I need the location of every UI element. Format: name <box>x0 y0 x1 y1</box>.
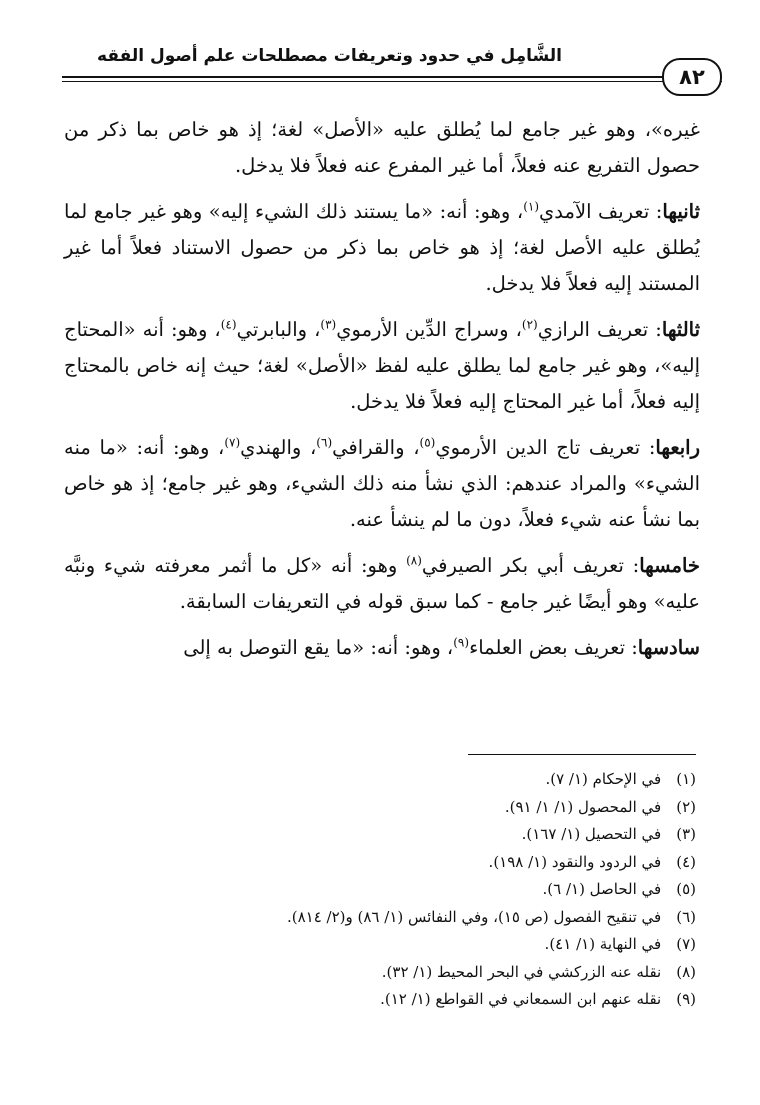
footnote-text: في الإحكام (١/ ٧). <box>545 770 662 788</box>
paragraph-sixth <box>64 630 700 666</box>
paragraph-text: : تعريف بعض العلماء <box>469 636 638 659</box>
footnote-ref: (٥) <box>419 435 436 450</box>
footnote-text: في النهاية (١/ ٤١). <box>544 935 662 953</box>
footnote-text: نقله عنه الزركشي في البحر المحيط (١/ ٣٢). <box>381 962 662 981</box>
paragraph-continuation: غيره»، وهو غير جامع لما يُطلق عليه «الأصل» لغة؛ إذ هو خاص بما ذكر من حصول التفريع عنه فعلاً، أما غير المفرع عنه فعلاً فلا يدخل. <box>64 118 700 177</box>
footnote-number: (٥) <box>676 880 696 898</box>
footnote-text: في تنقيح الفصول (ص ١٥)، وفي النفائس (١/ ٨٦) و(٢/ ٨١٤). <box>286 907 662 926</box>
page-number: ٨٢ <box>662 58 722 96</box>
paragraph-third <box>64 312 700 420</box>
footnote-text: في التحصيل (١/ ١٦٧). <box>521 825 662 843</box>
footnote-item <box>56 876 696 904</box>
paragraph-text: ، وهو: أنه «المحتاج إليه»، وهو غير جامع لما يطلق عليه لفظ «الأصل» لغة؛ حيث إنه خاص بالمحتاج إليه فعلاً، أما غير المحتاج إليه فعلاً فلا يدخل. <box>64 318 700 413</box>
footnote-number: (٤) <box>676 852 696 871</box>
header-rule <box>62 76 722 78</box>
footnote-item <box>56 794 696 822</box>
footnote-text: في الردود والنقود (١/ ١٩٨). <box>488 852 662 871</box>
footnote-number: (٦) <box>676 907 696 926</box>
paragraph-lead: خامسها <box>639 554 700 577</box>
paragraph-text: : تعريف أبي بكر الصيرفي <box>421 554 640 577</box>
header-rule-thin <box>62 81 722 82</box>
footnote-ref: (٢) <box>521 317 538 332</box>
main-text <box>64 112 700 676</box>
paragraph-lead: رابعها <box>655 436 700 459</box>
footnote-item <box>56 931 696 959</box>
paragraph-text: : تعريف الرازي <box>537 318 662 341</box>
footnote-item <box>56 986 696 1014</box>
footnote-number: (٧) <box>676 935 696 953</box>
footnote-ref: (١) <box>523 199 540 214</box>
paragraph-text: ، والقرافي <box>332 436 420 459</box>
paragraph-second <box>64 194 700 302</box>
running-title: الشَّامِل في حدود وتعريفات مصطلحات علم أصول الفقه <box>97 46 562 66</box>
footnote-number: (٢) <box>676 797 696 816</box>
footnote-ref: (٧) <box>224 435 241 450</box>
paragraph-text: : تعريف تاج الدين الأرموي <box>435 436 656 459</box>
footnote-text: في المحصول (١/ ١/ ٩١). <box>504 797 662 816</box>
footnote-ref: (٣) <box>320 317 337 332</box>
paragraph-text: ، وهو: أنه: «ما يستند ذلك الشيء إليه» وهو غير جامع لما يُطلق عليه الأصل لغة؛ إذ هو خاص بما ذكر من حصول الاستناد فعلاً أما غير المستند إليه فعلاً فلا يدخل. <box>64 200 700 295</box>
paragraph-text: وهو: أنه «كل ما أثمر معرفته شيء ونبَّه عليه» وهو أيضًا غير جامع - كما سبق قوله في التعريفات السابقة. <box>64 554 700 613</box>
footnote-ref: (٨) <box>406 553 422 568</box>
footnote-item <box>56 959 696 987</box>
paragraph-lead: ثالثها <box>661 318 700 341</box>
paragraph-lead: ثانيها <box>662 200 701 223</box>
paragraph-text: ، وهو: أنه: «ما منه الشيء» والمراد عندهم: الذي نشأ منه ذلك الشيء، وهو غير جامع؛ إذ هو خاص بما نشأ عنه شيء فعلاً، دون ما لم ينشأ عنه. <box>64 436 700 531</box>
footnote-ref: (٩) <box>453 635 470 650</box>
footnote-ref: (٤) <box>220 317 237 332</box>
footnote-separator <box>468 754 696 755</box>
paragraph-text: ، وهو: أنه: «ما يقع التوصل به إلى <box>183 636 454 659</box>
footnote-text: نقله عنهم ابن السمعاني في القواطع (١/ ١٢). <box>380 990 662 1008</box>
page-header <box>62 40 722 100</box>
paragraph-text: : تعريف الآمدي <box>539 200 663 223</box>
paragraph-text: ، والبابرتي <box>236 318 321 341</box>
paragraph-lead: سادسها <box>637 636 700 659</box>
footnote-number: (١) <box>676 770 696 788</box>
footnote-item <box>56 766 696 794</box>
footnote-item <box>56 904 696 932</box>
footnote-text: في الحاصل (١/ ٦). <box>542 880 662 898</box>
footnote-number: (٨) <box>676 962 696 981</box>
footnotes <box>56 766 696 1014</box>
paragraph-text: ، وسراج الدِّين الأرموي <box>336 318 522 341</box>
footnote-number: (٩) <box>676 990 696 1008</box>
footnote-ref: (٦) <box>316 435 333 450</box>
paragraph-fifth <box>64 548 700 620</box>
footnote-item <box>56 821 696 849</box>
footnote-item <box>56 849 696 877</box>
paragraph-fourth <box>64 430 700 538</box>
footnote-number: (٣) <box>676 825 696 843</box>
paragraph-text: ، والهندي <box>240 436 317 459</box>
